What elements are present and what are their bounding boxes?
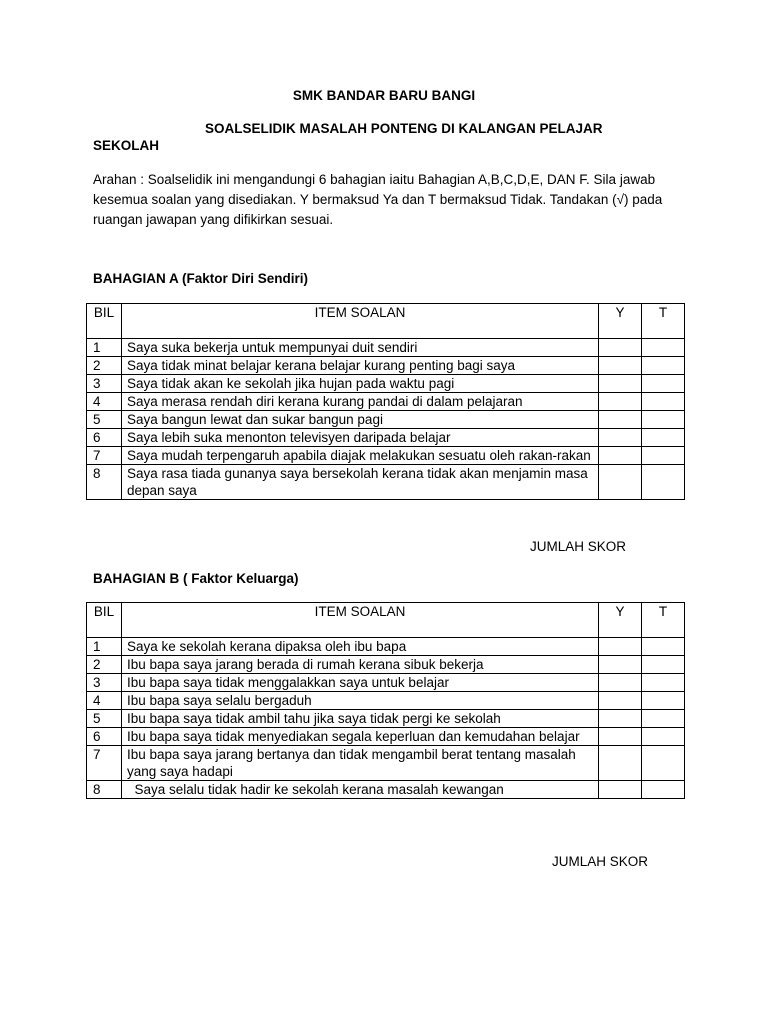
- question-text: Saya merasa rendah diri kerana kurang pandai di dalam pelajaran: [122, 393, 599, 411]
- answer-t-cell[interactable]: [642, 375, 685, 393]
- answer-t-cell[interactable]: [642, 465, 685, 500]
- section-b-table: [86, 602, 685, 799]
- row-number: 5: [87, 710, 122, 728]
- answer-t-cell[interactable]: [642, 781, 685, 799]
- table-row: [87, 429, 685, 447]
- answer-y-cell[interactable]: [599, 692, 642, 710]
- table-row: [87, 710, 685, 728]
- header-item: ITEM SOALAN: [122, 304, 599, 339]
- section-a-heading: BAHAGIAN A (Faktor Diri Sendiri): [93, 271, 309, 286]
- row-number: 6: [87, 429, 122, 447]
- answer-y-cell[interactable]: [599, 781, 642, 799]
- question-text: Ibu bapa saya jarang berada di rumah kerana sibuk bekerja: [122, 656, 599, 674]
- question-text: Ibu bapa saya tidak menyediakan segala keperluan dan kemudahan belajar: [122, 728, 599, 746]
- answer-y-cell[interactable]: [599, 339, 642, 357]
- survey-title-continued: SEKOLAH: [93, 138, 160, 153]
- answer-y-cell[interactable]: [599, 429, 642, 447]
- answer-t-cell[interactable]: [642, 674, 685, 692]
- section-a-table: [86, 303, 685, 500]
- table-row: [87, 465, 685, 500]
- answer-t-cell[interactable]: [642, 710, 685, 728]
- question-text: Saya rasa tiada gunanya saya bersekolah kerana tidak akan menjamin masa depan saya: [122, 465, 599, 500]
- header-bil: BIL: [87, 304, 122, 339]
- header-y: Y: [599, 304, 642, 339]
- question-text: Saya selalu tidak hadir ke sekolah kerana masalah kewangan: [122, 781, 599, 799]
- section-a-rows: [87, 339, 685, 500]
- question-text: Saya tidak minat belajar kerana belajar kurang penting bagi saya: [122, 357, 599, 375]
- row-number: 3: [87, 375, 122, 393]
- answer-t-cell[interactable]: [642, 393, 685, 411]
- row-number: 1: [87, 638, 122, 656]
- answer-t-cell[interactable]: [642, 728, 685, 746]
- table-row: [87, 375, 685, 393]
- row-number: 1: [87, 339, 122, 357]
- table-row: [87, 447, 685, 465]
- answer-y-cell[interactable]: [599, 710, 642, 728]
- instructions-paragraph: Arahan : Soalselidik ini mengandungi 6 bahagian iaitu Bahagian A,B,C,D,E, DAN F. Sila jawab kesemua soalan yang disediakan. Y bermaksud Ya dan T bermaksud Tidak. Tandakan (√) pada ruangan jawapan yang difikirkan sesuai.: [93, 172, 663, 227]
- table-row: [87, 357, 685, 375]
- answer-y-cell[interactable]: [599, 638, 642, 656]
- table-row: [87, 746, 685, 781]
- row-number: 2: [87, 656, 122, 674]
- school-title: SMK BANDAR BARU BANGI: [292, 88, 476, 103]
- table-header-row: [87, 304, 685, 339]
- question-text: Ibu bapa saya jarang bertanya dan tidak mengambil berat tentang masalah yang saya hadapi: [122, 746, 599, 781]
- row-number: 8: [87, 781, 122, 799]
- row-number: 8: [87, 465, 122, 500]
- question-text: Saya tidak akan ke sekolah jika hujan pada waktu pagi: [122, 375, 599, 393]
- section-b-rows: [87, 638, 685, 799]
- row-number: 4: [87, 393, 122, 411]
- table-row: [87, 692, 685, 710]
- table-row: [87, 674, 685, 692]
- table-row: [87, 656, 685, 674]
- table-row: [87, 393, 685, 411]
- question-text: Ibu bapa saya tidak menggalakkan saya untuk belajar: [122, 674, 599, 692]
- question-text: Ibu bapa saya tidak ambil tahu jika saya tidak pergi ke sekolah: [122, 710, 599, 728]
- question-text: Saya mudah terpengaruh apabila diajak melakukan sesuatu oleh rakan-rakan: [122, 447, 599, 465]
- table-row: [87, 339, 685, 357]
- answer-y-cell[interactable]: [599, 375, 642, 393]
- table-row: [87, 781, 685, 799]
- question-text: Saya bangun lewat dan sukar bangun pagi: [122, 411, 599, 429]
- question-text: Saya lebih suka menonton televisyen daripada belajar: [122, 429, 599, 447]
- answer-t-cell[interactable]: [642, 357, 685, 375]
- row-number: 6: [87, 728, 122, 746]
- question-text: Ibu bapa saya selalu bergaduh: [122, 692, 599, 710]
- answer-t-cell[interactable]: [642, 411, 685, 429]
- answer-t-cell[interactable]: [642, 638, 685, 656]
- answer-y-cell[interactable]: [599, 447, 642, 465]
- row-number: 7: [87, 447, 122, 465]
- answer-y-cell[interactable]: [599, 357, 642, 375]
- row-number: 5: [87, 411, 122, 429]
- answer-t-cell[interactable]: [642, 339, 685, 357]
- survey-title: SOALSELIDIK MASALAH PONTENG DI KALANGAN PELAJAR: [205, 121, 603, 136]
- answer-y-cell[interactable]: [599, 411, 642, 429]
- row-number: 2: [87, 357, 122, 375]
- table-row: [87, 411, 685, 429]
- answer-t-cell[interactable]: [642, 429, 685, 447]
- table-row: [87, 728, 685, 746]
- question-text: Saya suka bekerja untuk mempunyai duit sendiri: [122, 339, 599, 357]
- header-t: T: [642, 304, 685, 339]
- header-item: ITEM SOALAN: [122, 603, 599, 638]
- answer-t-cell[interactable]: [642, 746, 685, 781]
- question-text: Saya ke sekolah kerana dipaksa oleh ibu bapa: [122, 638, 599, 656]
- section-b-score-label: JUMLAH SKOR: [552, 854, 649, 869]
- table-header-row: [87, 603, 685, 638]
- section-b-heading: BAHAGIAN B ( Faktor Keluarga): [93, 571, 299, 586]
- answer-y-cell[interactable]: [599, 746, 642, 781]
- row-number: 4: [87, 692, 122, 710]
- answer-t-cell[interactable]: [642, 656, 685, 674]
- header-t: T: [642, 603, 685, 638]
- answer-y-cell[interactable]: [599, 728, 642, 746]
- row-number: 7: [87, 746, 122, 781]
- header-bil: BIL: [87, 603, 122, 638]
- section-a-score-label: JUMLAH SKOR: [530, 539, 627, 554]
- answer-y-cell[interactable]: [599, 393, 642, 411]
- answer-y-cell[interactable]: [599, 656, 642, 674]
- answer-y-cell[interactable]: [599, 465, 642, 500]
- table-row: [87, 638, 685, 656]
- answer-t-cell[interactable]: [642, 447, 685, 465]
- header-y: Y: [599, 603, 642, 638]
- answer-t-cell[interactable]: [642, 692, 685, 710]
- answer-y-cell[interactable]: [599, 674, 642, 692]
- row-number: 3: [87, 674, 122, 692]
